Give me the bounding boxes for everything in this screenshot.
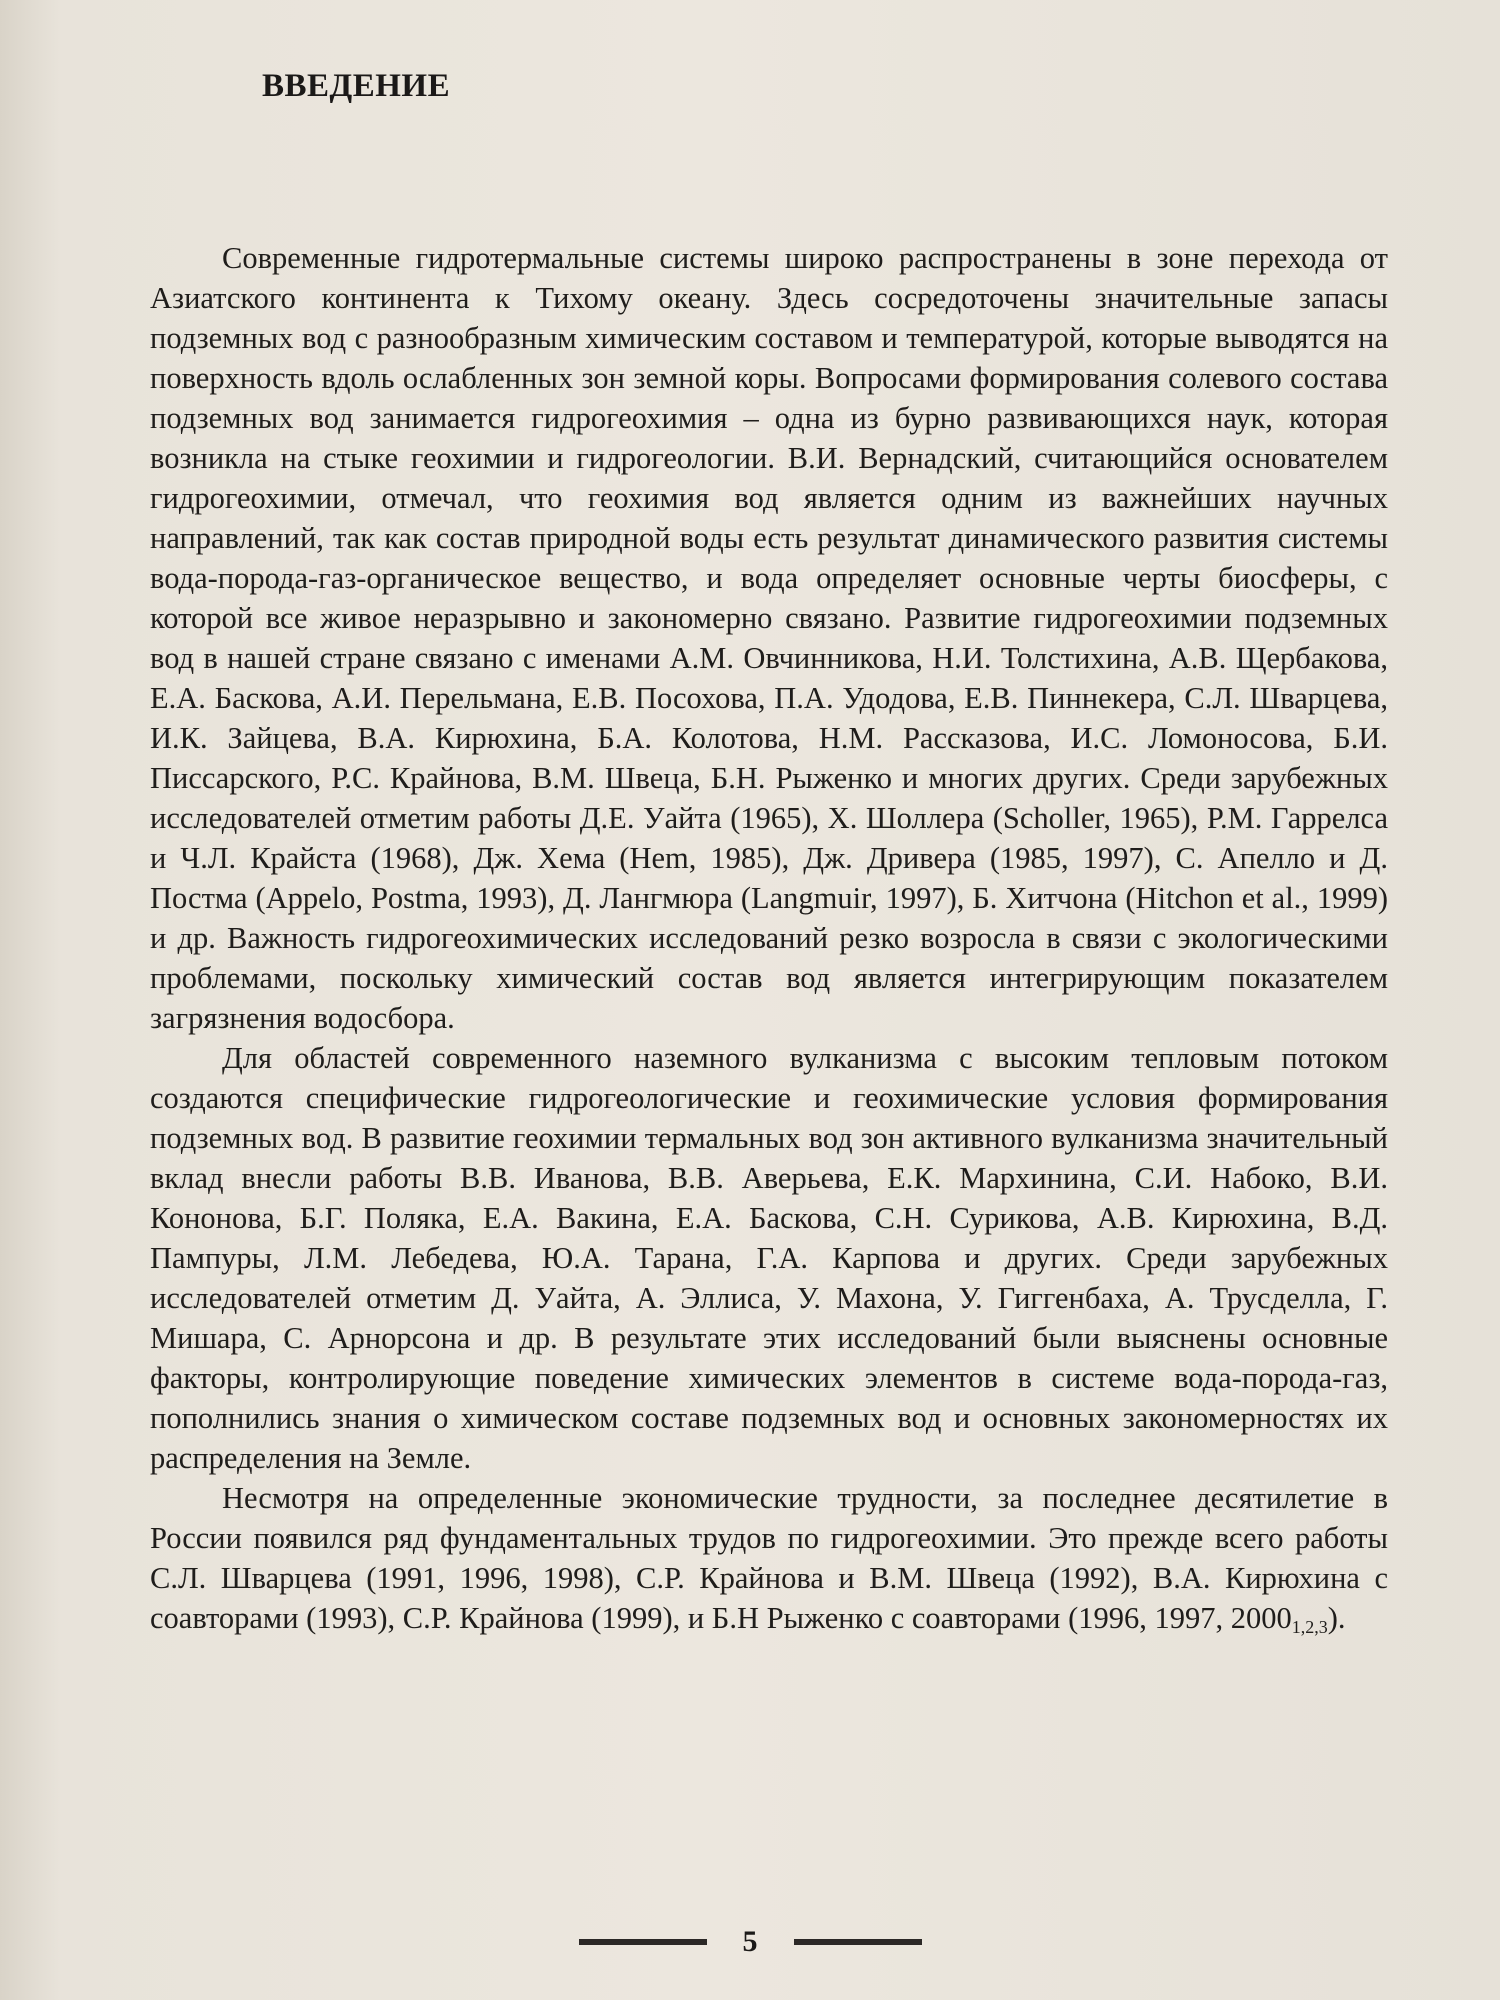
page-footer bbox=[0, 1925, 1500, 1959]
paragraph-1: Современные гидротермальные системы широко распространены в зоне перехода от Азиатского континента к Тихому океану. Здесь сосредоточены значительные запасы подземных вод с разнообразным химическим составом и температурой, которые выводятся на поверхность вдоль ослабленных зон земной коры. Вопросами формирования солевого состава подземных вод занимается гидрогеохимия – одна из бурно развивающихся наук, которая возникла на стыке геохимии и гидрогеологии. В.И. Вернадский, считающийся основателем гидрогеохимии, отмечал, что геохимия вод является одним из важнейших научных направлений, так как состав природной воды есть результат динамического развития системы вода-порода-газ-органическое вещество, и вода определяет основные черты биосферы, с которой все живое неразрывно и закономерно связано. Развитие гидрогеохимии подземных вод в нашей стране связано с именами А.М. Овчинникова, Н.И. Толстихина, А.В. Щербакова, Е.А. Баскова, А.И. Перельмана, Е.В. Посохова, П.А. Удодова, Е.В. Пиннекера, С.Л. Шварцева, И.К. Зайцева, В.А. Кирюхина, Б.А. Колотова, Н.М. Рассказова, И.С. Ломоносова, Б.И. Писсарского, Р.С. Крайнова, В.М. Швеца, Б.Н. Рыженко и многих других. Среди зарубежных исследователей отметим работы Д.Е. Уайта (1965), Х. Шоллера (Scholler, 1965), Р.М. Гаррелса и Ч.Л. Крайста (1968), Дж. Хема (Hem, 1985), Дж. Дривера (1985, 1997), С. Апелло и Д. Постма (Appelo, Postma, 1993), Д. Лангмюра (Langmuir, 1997), Б. Хитчона (Hitchon et al., 1999) и др. Важность гидрогеохимических исследований резко возросла в связи с экологическими проблемами, поскольку химический состав вод является интегрирующим показателем загрязнения водосбора. bbox=[150, 241, 1388, 1035]
paragraph-3-tail: ). bbox=[1327, 1601, 1346, 1635]
footer-rule-right bbox=[794, 1939, 922, 1945]
paragraph-3-subscript: 1,2,3 bbox=[1291, 1617, 1328, 1637]
paragraph-3 bbox=[150, 1478, 1388, 1647]
page-number: 5 bbox=[742, 1925, 758, 1958]
footer-rule-left bbox=[579, 1939, 707, 1945]
page-heading: ВВЕДЕНИЕ bbox=[262, 68, 451, 104]
paragraph-3-text: Несмотря на определенные экономические трудности, за последнее десятилетие в России появился ряд фундаментальных трудов по гидрогеохимии. Это прежде всего работы С.Л. Шварцева (1991, 1996, 1998), С.Р. Крайнова и В.М. Швеца (1992), В.А. Кирюхина с соавторами (1993), С.Р. Крайнова (1999), и Б.Н Рыженко с соавторами (1996, 1997, 2000 bbox=[150, 1481, 1388, 1635]
document-body bbox=[150, 238, 1388, 1647]
paragraph-2: Для областей современного наземного вулканизма с высоким тепловым потоком создаются специфические гидрогеологические и геохимические условия формирования подземных вод. В развитие геохимии термальных вод зон активного вулканизма значительный вклад внесли работы В.В. Иванова, В.В. Аверьева, Е.К. Мархинина, С.И. Набоко, В.И. Кононова, Б.Г. Поляка, Е.А. Вакина, Е.А. Баскова, С.Н. Сурикова, А.В. Кирюхина, В.Д. Пампуры, Л.М. Лебедева, Ю.А. Тарана, Г.А. Карпова и других. Среди зарубежных исследователей отметим Д. Уайта, А. Эллиса, У. Махона, У. Гиггенбаха, А. Трусделла, Г. Мишара, С. Арнорсона и др. В результате этих исследований были выяснены основные факторы, контролирующие поведение химических элементов в системе вода-порода-газ, пополнились знания о химическом составе подземных вод и основных закономерностях их распределения на Земле. bbox=[150, 1041, 1388, 1475]
